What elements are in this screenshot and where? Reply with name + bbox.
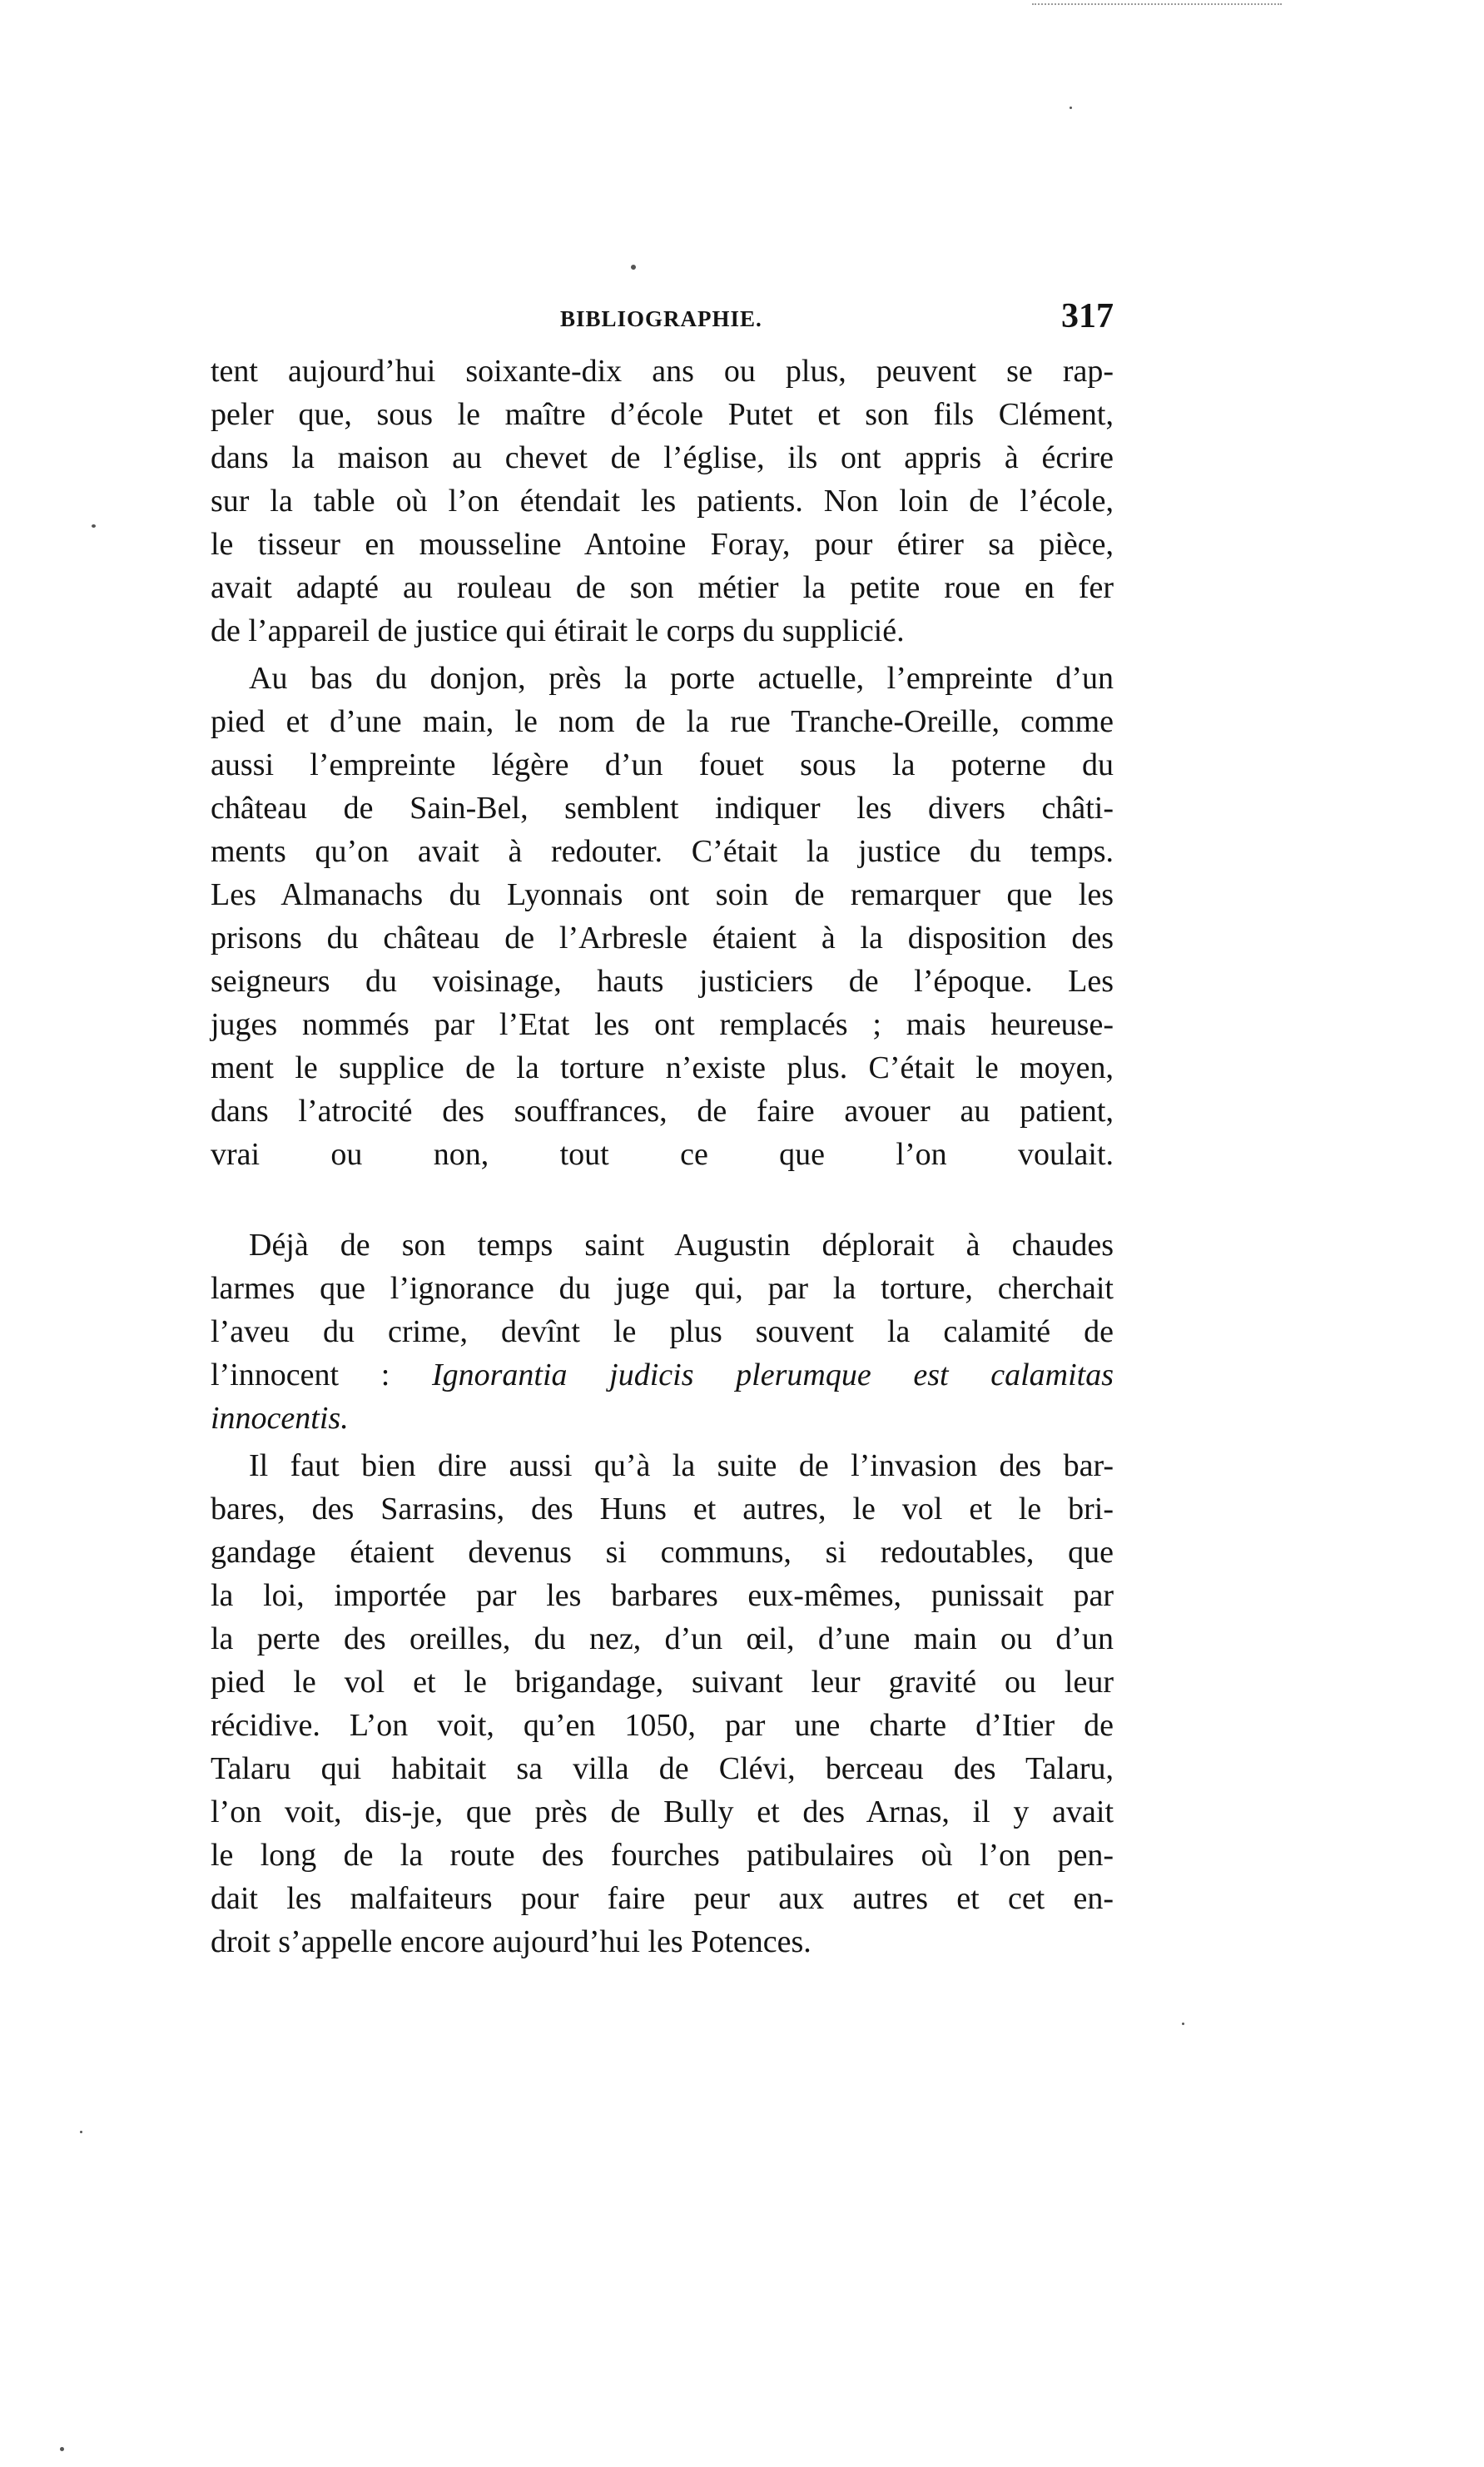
text-line [211, 1176, 1114, 1219]
text-line: vrai ou non, tout ce que l’on voulait. [211, 1137, 1114, 1172]
text-line: juges nommés par l’Etat les ont remplacés ; mais heureuse- [211, 1007, 1114, 1042]
text-line: ments qu’on avait à redouter. C’était la justice du temps. [211, 834, 1114, 869]
scan-speck [60, 2447, 64, 2451]
text-line: dans la maison au chevet de l’église, ils ont appris à écrire [211, 440, 1114, 475]
text-line: le tisseur en mousseline Antoine Foray, pour étirer sa pièce, [211, 527, 1114, 562]
body-text [211, 350, 1114, 1963]
paragraph-3 [211, 1224, 1114, 1440]
text-line: avait adapté au rouleau de son métier la petite roue en fer [211, 570, 1114, 605]
scan-speck [1182, 2023, 1184, 2025]
latin-quote: Ignorantia judicis plerumque est calamitas [431, 1358, 1114, 1392]
text-line: Déjà de son temps saint Augustin déplorait à chaudes [249, 1228, 1114, 1263]
text-line: Au bas du donjon, près la porte actuelle, l’empreinte d’un [249, 661, 1114, 696]
paragraph-2 [211, 657, 1114, 1219]
text-line: ment le supplice de la torture n’existe plus. C’était le moyen, [211, 1050, 1114, 1085]
text-line: droit s’appelle encore aujourd’hui les Potences. [211, 1924, 811, 1959]
text-line: gandage étaient devenus si communs, si redoutables, que [211, 1535, 1114, 1570]
text-line: dans l’atrocité des souffrances, de faire avouer au patient, [211, 1094, 1114, 1129]
page-header [211, 296, 1114, 346]
text-line: château de Sain-Bel, semblent indiquer les divers châti- [211, 791, 1114, 826]
text-line: le long de la route des fourches patibulaires où l’on pen- [211, 1838, 1114, 1873]
text-line: sur la table où l’on étendait les patients. Non loin de l’école, [211, 484, 1114, 519]
scan-speck [1070, 107, 1072, 109]
latin-quote-end: innocentis. [211, 1401, 349, 1436]
text-line: peler que, sous le maître d’école Putet et son fils Clément, [211, 397, 1114, 432]
text-line: de l’appareil de justice qui étirait le corps du supplicié. [211, 613, 905, 648]
text-line: la perte des oreilles, du nez, d’un œil, d’une main ou d’un [211, 1621, 1114, 1656]
text-line: Il faut bien dire aussi qu’à la suite de l’invasion des bar- [249, 1448, 1114, 1483]
text-line: la loi, importée par les barbares eux-mêmes, punissait par [211, 1578, 1114, 1613]
text-line: prisons du château de l’Arbresle étaient à la disposition des [211, 921, 1114, 956]
paragraph-4 [211, 1444, 1114, 1963]
text-line: récidive. L’on voit, qu’en 1050, par une charte d’Itier de [211, 1708, 1114, 1743]
text-line: Talaru qui habitait sa villa de Clévi, berceau des Talaru, [211, 1751, 1114, 1786]
scan-speck [92, 524, 96, 528]
text-line: dait les malfaiteurs pour faire peur aux autres et cet en- [211, 1881, 1114, 1916]
scan-edge-mark [1032, 3, 1282, 5]
paragraph-1 [211, 350, 1114, 653]
text-line: bares, des Sarrasins, des Huns et autres, le vol et le bri- [211, 1492, 1114, 1526]
text-line: Les Almanachs du Lyonnais ont soin de remarquer que les [211, 877, 1114, 912]
text-line: larmes que l’ignorance du juge qui, par la torture, cherchait [211, 1271, 1114, 1306]
scan-speck [80, 2131, 82, 2133]
text-line: aussi l’empreinte légère d’un fouet sous la poterne du [211, 747, 1114, 782]
text-line [211, 1397, 1114, 1440]
latin-intro: l’innocent : [211, 1358, 432, 1392]
text-line: pied et d’une main, le nom de la rue Tranche-Oreille, comme [211, 704, 1114, 739]
scan-speck [631, 265, 636, 270]
text-line-with-quote [211, 1353, 1114, 1397]
text-line: tent aujourd’hui soixante-dix ans ou plus, peuvent se rap- [211, 354, 1114, 389]
text-line: seigneurs du voisinage, hauts justiciers de l’époque. Les [211, 964, 1114, 999]
text-line: l’on voit, dis-je, que près de Bully et des Arnas, il y avait [211, 1794, 1114, 1829]
text-line: l’aveu du crime, devînt le plus souvent la calamité de [211, 1314, 1114, 1349]
page-number: 317 [1061, 297, 1114, 335]
text-line: pied le vol et le brigandage, suivant leur gravité ou leur [211, 1665, 1114, 1700]
running-head: BIBLIOGRAPHIE. [560, 306, 762, 331]
